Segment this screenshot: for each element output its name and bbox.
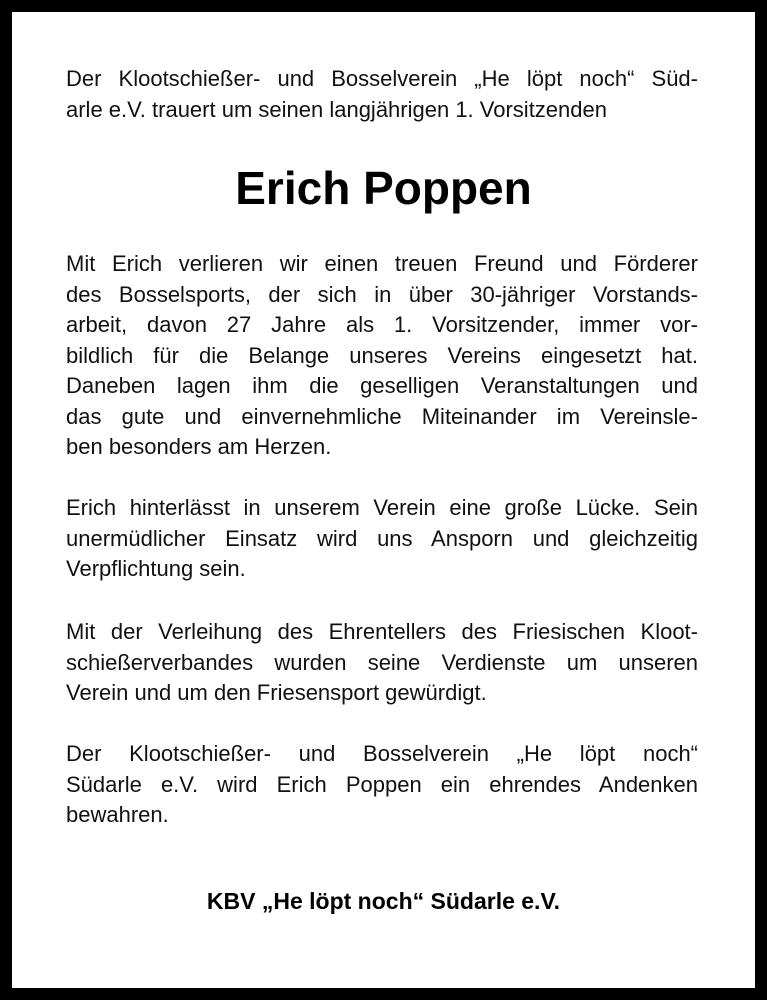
paragraph-line: Daneben lagen ihm die geselligen Veranstaltungen und [66, 373, 698, 398]
paragraph-line: schießerverbandes wurden seine Verdienste um unseren [66, 649, 698, 675]
obituary-notice [12, 12, 755, 988]
paragraph-line: Südarle e.V. wird Erich Poppen ein ehrendes Andenken [66, 771, 698, 797]
paragraph-tribute [66, 249, 698, 463]
paragraph-line: des Bosselsports, der sich in über 30-jähriger Vorstands- [66, 281, 698, 307]
paragraph-line: unermüdlicher Einsatz wird uns Ansporn und gleichzeitig [66, 525, 698, 551]
paragraph-line: bildlich für die Belange unseres Vereins eingesetzt hat. [66, 342, 698, 368]
paragraph-line: Verein und um den Friesensport gewürdigt. [66, 680, 487, 705]
paragraph-line: bewahren. [66, 802, 169, 827]
paragraph-line: arbeit, davon 27 Jahre als 1. Vorsitzender, immer vor- [66, 312, 698, 337]
paragraph-line: Mit Erich verlieren wir einen treuen Freund und Förderer [66, 251, 698, 276]
paragraph-line: Verpflichtung sein. [66, 556, 246, 581]
paragraph-line: ben besonders am Herzen. [66, 434, 332, 459]
intro-line: Der Klootschießer- und Bosselverein „He löpt noch“ Süd- [66, 66, 698, 91]
intro-text [66, 64, 698, 125]
paragraph-remembrance [66, 739, 698, 831]
deceased-name: Erich Poppen [235, 162, 532, 214]
paragraph-honour [66, 617, 698, 709]
paragraph-loss [66, 493, 698, 585]
club-signature: KBV „He löpt noch“ Südarle e.V. [206, 888, 561, 914]
paragraph-line: Der Klootschießer- und Bosselverein „He löpt noch“ [66, 741, 698, 766]
intro-line: arle e.V. trauert um seinen langjährigen 1. Vorsitzenden [66, 96, 607, 122]
paragraph-line: Mit der Verleihung des Ehrentellers des Friesischen Kloot- [66, 619, 698, 644]
paragraph-line: das gute und einvernehmliche Miteinander im Vereinsle- [66, 403, 698, 429]
paragraph-line: Erich hinterlässt in unserem Verein eine große Lücke. Sein [66, 495, 698, 520]
